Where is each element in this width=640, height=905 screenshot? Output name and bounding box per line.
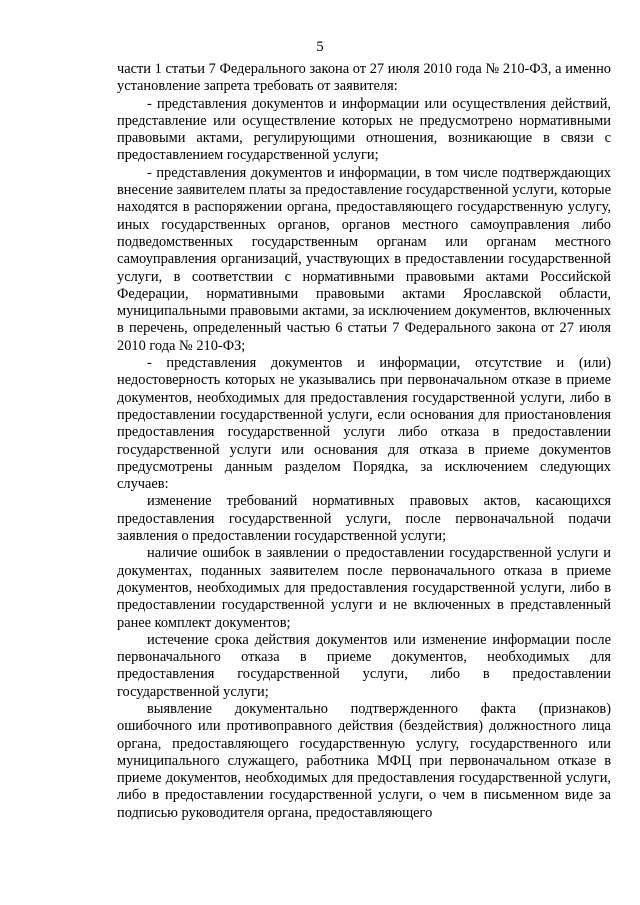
paragraph-2: - представления документов и информации или осуществления действий, представление или осуществление которых не предусмотрено нормативными правовыми актами, регулирующими отношения, возникающие в связи с предоставлением государственной услуги; [117, 95, 611, 164]
paragraph-6: наличие ошибок в заявлении о предоставлении государственной услуги и документах, поданных заявителем после первоначального отказа в приеме документов, необходимых для предоставления государственной услуги, либо в предоставлении государственной услуги и не включенных в представленный ранее комплект документов; [117, 545, 611, 631]
paragraph-8: выявление документально подтвержденного факта (признаков) ошибочного или противоправного действия (бездействия) должностного лица органа, предоставляющего государственную услугу, государственного или муниципального служащего, работника МФЦ при первоначальном отказе в приеме документов, необходимых для предоставления государственной услуги, либо в предоставлении государственной услуги, о чем в письменном виде за подписью руководителя органа, предоставляющего [117, 700, 611, 821]
paragraph-1: части 1 статьи 7 Федерального закона от 27 июля 2010 года № 210-ФЗ, а именно установление запрета требовать от заявителя: [117, 61, 611, 95]
paragraph-7: истечение срока действия документов или изменение информации после первоначального отказа в приеме документов, необходимых для предоставления государственной услуги, либо в предоставлении государственной услуги; [117, 631, 611, 700]
document-body [117, 61, 611, 822]
paragraph-4: - представления документов и информации, отсутствие и (или) недостоверность которых не указывались при первоначальном отказе в приеме документов, необходимых для предоставления государственной услуги, либо в предоставлении государственной услуги, если основания для приостановления предоставления государственной услуги либо отказа в предоставлении государственной услуги или основания для отказа в приеме документов предусмотрены данным разделом Порядка, за исключением следующих случаев: [117, 355, 611, 493]
paragraph-5: изменение требований нормативных правовых актов, касающихся предоставления государственной услуги, после первоначальной подачи заявления о предоставлении государственной услуги; [117, 493, 611, 545]
page-number: 5 [316, 39, 324, 55]
paragraph-3: - представления документов и информации, в том числе подтверждающих внесение заявителем платы за предоставление государственной услуги, которые находятся в распоряжении органа, предоставляющего государственную услугу, иных государственных органов, органов местного самоуправления либо подведомственных государственным органам или органам местного самоуправления организаций, участвующих в предоставлении государственной услуги, в соответствии с нормативными правовыми актами Российской Федерации, нормативными правовыми актами Ярославской области, муниципальными правовыми актами, за исключением документов, включенных в перечень, определенный частью 6 статьи 7 Федерального закона от 27 июля 2010 года № 210-ФЗ; [117, 164, 611, 354]
